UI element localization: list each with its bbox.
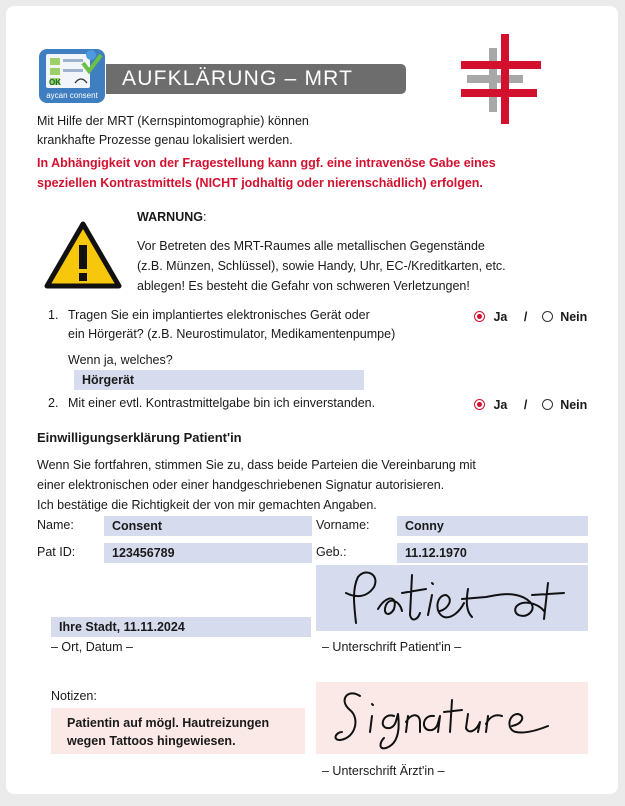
notes-field[interactable] [51, 708, 305, 754]
patient-signature-caption: – Unterschrift Patient'in – [322, 640, 462, 654]
notes-label: Notizen: [51, 689, 97, 703]
contrast-notice [37, 153, 496, 193]
question-1-yes-label: Ja [493, 310, 508, 324]
question-1-options [474, 308, 587, 326]
question-1-yes-radio[interactable] [474, 311, 485, 322]
question-1-line-1: Tragen Sie ein implantiertes elektronisches Gerät oder [68, 308, 370, 322]
question-2-number: 2. [48, 396, 59, 410]
vorname-label: Vorname: [316, 518, 370, 532]
place-date-caption: – Ort, Datum – [51, 640, 133, 654]
place-date-field[interactable]: Ihre Stadt, 11.11.2024 [51, 617, 311, 637]
question-2-text: Mit einer evtl. Kontrastmittelgabe bin ich einverstanden. [68, 396, 376, 410]
notes-line-1: Patientin auf mögl. Hautreizungen [67, 716, 270, 730]
patient-signature [316, 565, 588, 631]
consent-form-page [6, 6, 618, 794]
warning-heading [137, 208, 206, 227]
question-1-line-2: ein Hörgerät? (z.B. Neurostimulator, Medikamentenpumpe) [68, 327, 396, 341]
warning-line-2: (z.B. Münzen, Schlüssel), sowie Handy, Uhr, EC-/Kreditkarten, etc. [137, 259, 506, 273]
warning-text [137, 236, 506, 296]
intro-line-1: Mit Hilfe der MRT (Kernspintomographie) können [37, 114, 309, 128]
question-2-options [474, 396, 587, 414]
warning-line-3: ablegen! Es besteht die Gefahr von schweren Verletzungen! [137, 279, 470, 293]
warning-line-1: Vor Betreten des MRT-Raumes alle metallischen Gegenstände [137, 239, 485, 253]
question-2-yes-radio[interactable] [474, 399, 485, 410]
question-2-no-label: Nein [560, 398, 588, 412]
patid-field[interactable]: 123456789 [104, 543, 312, 563]
consent-text [37, 455, 476, 515]
aycan-consent-logo [39, 49, 105, 103]
question-2-yes-label: Ja [493, 398, 508, 412]
consent-line-2: einer elektronischen oder einer handgeschriebenen Signatur autorisieren. [37, 478, 445, 492]
patid-label: Pat ID: [37, 545, 76, 559]
warning-colon: : [202, 210, 207, 224]
logo-ok-text: OK [49, 78, 61, 87]
question-2-no-radio[interactable] [542, 399, 553, 410]
question-1-separator: / [523, 310, 528, 324]
consent-line-1: Wenn Sie fortfahren, stimmen Sie zu, dass beide Parteien die Vereinbarung mit [37, 458, 476, 472]
question-1-number: 1. [48, 308, 59, 322]
warning-title: WARNUNG [137, 210, 203, 224]
logo-caption: aycan consent [46, 91, 98, 100]
geb-label: Geb.: [316, 545, 347, 559]
question-1-no-radio[interactable] [542, 311, 553, 322]
page-title: AUFKLÄRUNG – MRT [122, 67, 354, 90]
contrast-notice-line-1: In Abhängigkeit von der Fragestellung kann ggf. eine intravenöse Gabe eines [37, 156, 496, 170]
patient-signature-box[interactable] [316, 565, 588, 631]
warning-icon [44, 221, 122, 289]
question-1-followup-label: Wenn ja, welches? [68, 353, 173, 367]
birthdate-field[interactable]: 11.12.1970 [397, 543, 588, 563]
question-1-no-label: Nein [560, 310, 588, 324]
vorname-field[interactable]: Conny [397, 516, 588, 536]
name-label: Name: [37, 518, 74, 532]
doctor-signature [316, 682, 588, 754]
doctor-signature-box[interactable] [316, 682, 588, 754]
notes-line-2: wegen Tattoos hingewiesen. [67, 734, 236, 748]
question-2-separator: / [523, 398, 528, 412]
question-1-text [68, 306, 395, 344]
doctor-signature-caption: – Unterschrift Ärzt'in – [322, 764, 445, 778]
hearing-device-field[interactable]: Hörgerät [74, 370, 364, 390]
contrast-notice-line-2: speziellen Kontrastmittels (NICHT jodhaltig oder nierenschädlich) erfolgen. [37, 176, 483, 190]
intro-text [37, 112, 309, 150]
name-field[interactable]: Consent [104, 516, 312, 536]
medical-cross-icon [461, 34, 541, 124]
consent-heading: Einwilligungserklärung Patient'in [37, 430, 242, 445]
consent-line-3: Ich bestätige die Richtigkeit der von mir gemachten Angaben. [37, 498, 377, 512]
intro-line-2: krankhafte Prozesse genau lokalisiert werden. [37, 133, 293, 147]
